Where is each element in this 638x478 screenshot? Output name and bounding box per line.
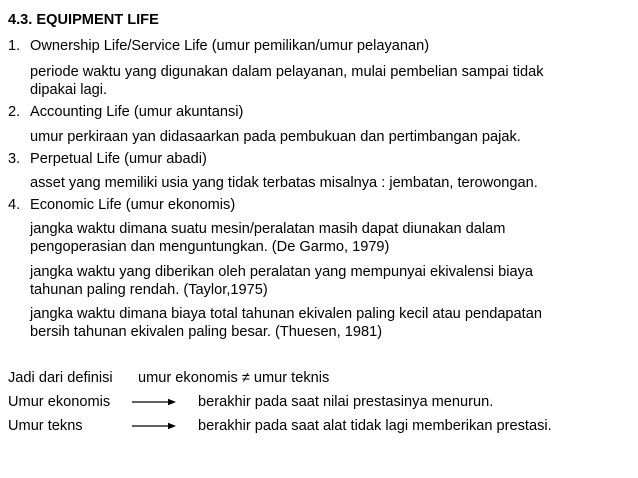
item-4-desc-3-line-1: jangka waktu dimana biaya total tahunan ekivalen paling kecil atau pendapatan [30,306,542,322]
summary-comparison: umur ekonomis ≠ umur teknis [138,370,330,386]
row-2-label: Umur tekns [8,418,83,434]
item-4-desc-2-line-2: tahunan paling rendah. (Taylor,1975) [30,282,268,298]
item-3-desc-line-1: asset yang memiliki usia yang tidak terbatas misalnya : jembatan, terowongan. [30,175,538,191]
item-3-heading: Perpetual Life (umur abadi) [30,151,207,167]
item-4-desc-1-line-1: jangka waktu dimana suatu mesin/peralatan masih dapat diunakan dalam [30,221,506,237]
item-3-number: 3. [8,151,21,167]
item-2-heading: Accounting Life (umur akuntansi) [30,104,244,120]
item-4-desc-1-line-2: pengoperasian dan menguntungkan. (De Garmo, 1979) [30,239,390,255]
item-2-desc-line-1: umur perkiraan yan didasaarkan pada pembukuan dan pertimbangan pajak. [30,129,521,145]
item-1-desc-line-2: dipakai lagi. [30,82,108,98]
item-4-heading: Economic Life (umur ekonomis) [30,197,236,213]
item-4-desc-3-line-2: bersih tahunan ekivalen paling besar. (Thuesen, 1981) [30,324,383,340]
item-2-number: 2. [8,104,21,120]
page-title: 4.3. EQUIPMENT LIFE [8,12,159,28]
item-1-desc-line-1: periode waktu yang digunakan dalam pelayanan, mulai pembelian sampai tidak [30,64,544,80]
row-1-arrow-icon [132,397,176,407]
item-1-number: 1. [8,38,21,54]
row-2-arrow-icon [132,421,176,431]
item-4-desc-2-line-1: jangka waktu yang diberikan oleh peralatan yang mempunyai ekivalensi biaya [30,264,533,280]
summary-lead: Jadi dari definisi [8,370,113,386]
row-1-text: berakhir pada saat nilai prestasinya menurun. [198,394,494,410]
item-1-heading: Ownership Life/Service Life (umur pemilikan/umur pelayanan) [30,38,430,54]
item-4-number: 4. [8,197,21,213]
row-2-text: berakhir pada saat alat tidak lagi memberikan prestasi. [198,418,552,434]
row-1-label: Umur ekonomis [8,394,111,410]
